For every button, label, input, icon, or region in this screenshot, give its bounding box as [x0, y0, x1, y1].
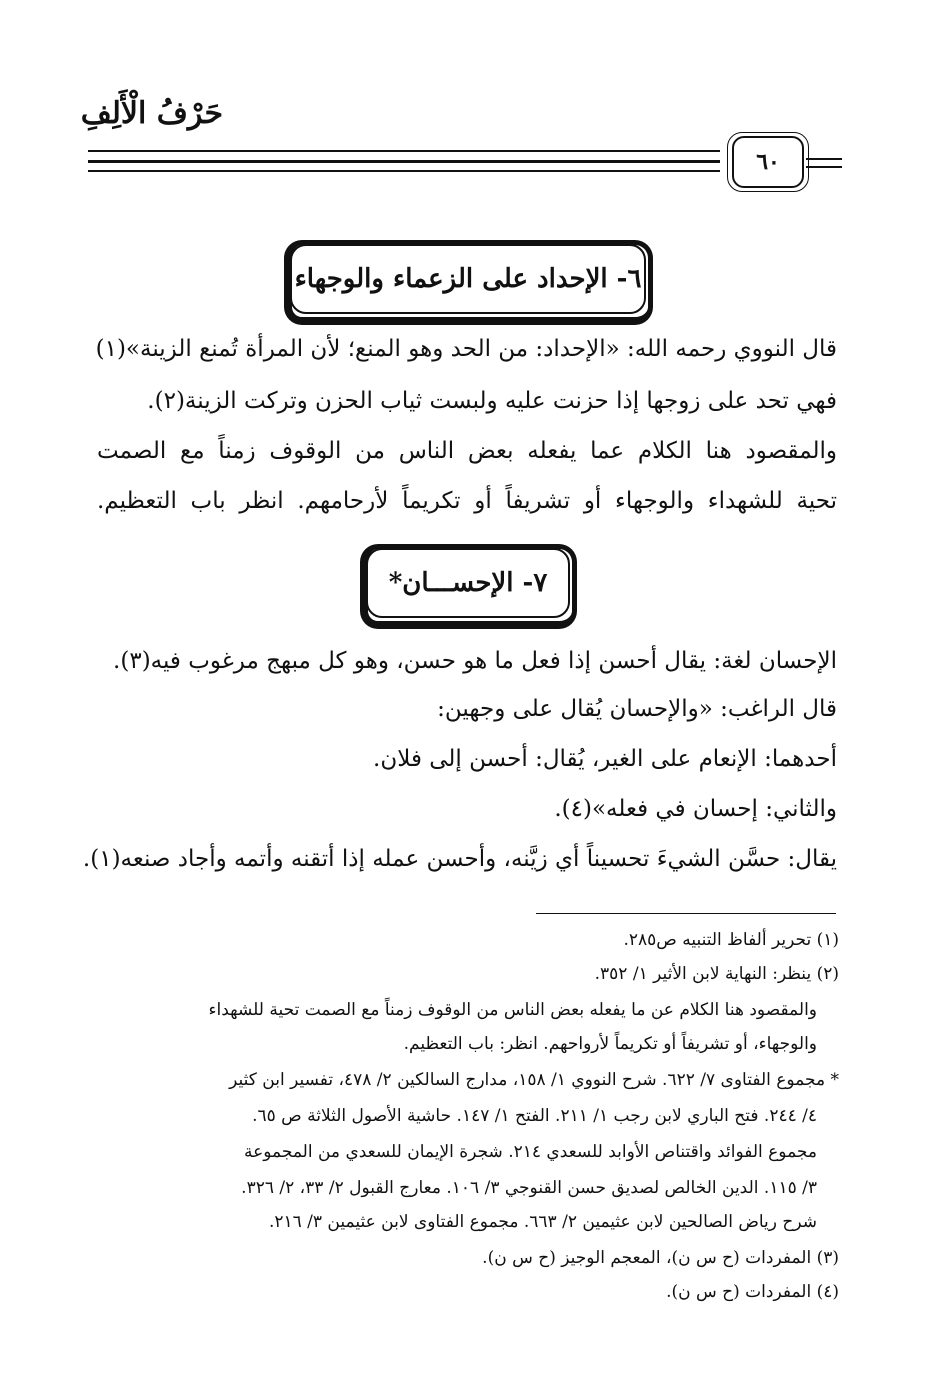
footnote: مجموع الفوائد واقتناص الأوابد للسعدي ٢١٤. شجرة الإيمان للسعدي من المجموعة: [244, 1142, 817, 1162]
footnote: ٤/ ٢٤٤. فتح الباري لابن رجب ١/ ٢١١. الفتح ١/ ١٤٧. حاشية الأصول الثلاثة ص ٦٥.: [252, 1106, 817, 1126]
footnote: * مجموع الفتاوى ٧/ ٦٢٢. شرح النووي ١/ ١٥٨، مدارج السالكين ٢/ ٤٧٨، تفسير ابن كثير: [229, 1070, 839, 1090]
footnote: (٢) ينظر: النهاية لابن الأثير ١/ ٣٥٢.: [594, 964, 839, 984]
body-line: قال الراغب: «والإحسان يُقال على وجهين:: [437, 696, 837, 722]
page-number: ٦٠: [732, 136, 804, 188]
body-line: والثاني: إحسان في فعله»(٤).: [554, 796, 837, 822]
footnote: والوجهاء، أو تشريفاً أو تكريماً لأرواحهم. انظر: باب التعظيم.: [403, 1034, 817, 1054]
chapter-title: حَرْفُ الْأَلِفِ: [80, 96, 223, 131]
footnote: (١) تحرير ألفاظ التنبيه ص٢٨٥.: [623, 930, 839, 950]
body-line: فهي تحد على زوجها إذا حزنت عليه ولبست ثياب الحزن وتركت الزينة(٢).: [147, 388, 837, 414]
footnote: (٤) المفردات (ح س ن).: [666, 1282, 839, 1302]
section-heading-6: ٦- الإحداد على الزعماء والوجهاء: [290, 244, 646, 314]
footnote: شرح رياض الصالحين لابن عثيمين ٢/ ٦٦٣. مجموع الفتاوى لابن عثيمين ٣/ ٢١٦.: [268, 1212, 817, 1232]
body-line: أحدهما: الإنعام على الغير، يُقال: أحسن إلى فلان.: [373, 746, 837, 772]
body-line: تحية للشهداء والوجهاء أو تشريفاً أو تكريماً لأرحامهم. انظر باب التعظيم.: [97, 488, 837, 514]
body-line: والمقصود هنا الكلام عما يفعله بعض الناس من الوقوف زمناً مع الصمت: [97, 438, 837, 464]
header-rule: [806, 158, 842, 160]
body-line: الإحسان لغة: يقال أحسن إذا فعل ما هو حسن، وهو كل مبهج مرغوب فيه(٣).: [113, 648, 837, 674]
footnote-separator: [536, 913, 836, 914]
footnote: ٣/ ١١٥. الدين الخالص لصديق حسن القنوجي ٣/ ١٠٦. معارج القبول ٢/ ٣٣، ٢/ ٣٢٦.: [241, 1178, 817, 1198]
footnote: (٣) المفردات (ح س ن)، المعجم الوجيز (ح س ن).: [482, 1248, 839, 1268]
body-line: قال النووي رحمه الله: «الإحداد: من الحد وهو المنع؛ لأن المرأة تُمنع الزينة»(١): [95, 336, 837, 362]
header-rule: [806, 166, 842, 168]
header-rule: [88, 160, 720, 163]
header-rule: [88, 150, 720, 152]
section-heading-7: ٧- الإحســـان*: [366, 548, 570, 618]
body-line: يقال: حسَّن الشيءَ تحسيناً أي زيَّنه، وأحسن عمله إذا أتقنه وأتمه وأجاد صنعه(١).: [82, 846, 837, 872]
footnote: والمقصود هنا الكلام عن ما يفعله بعض الناس من الوقوف زمناً مع الصمت تحية للشهداء: [208, 1000, 817, 1020]
header-rule: [88, 170, 720, 172]
